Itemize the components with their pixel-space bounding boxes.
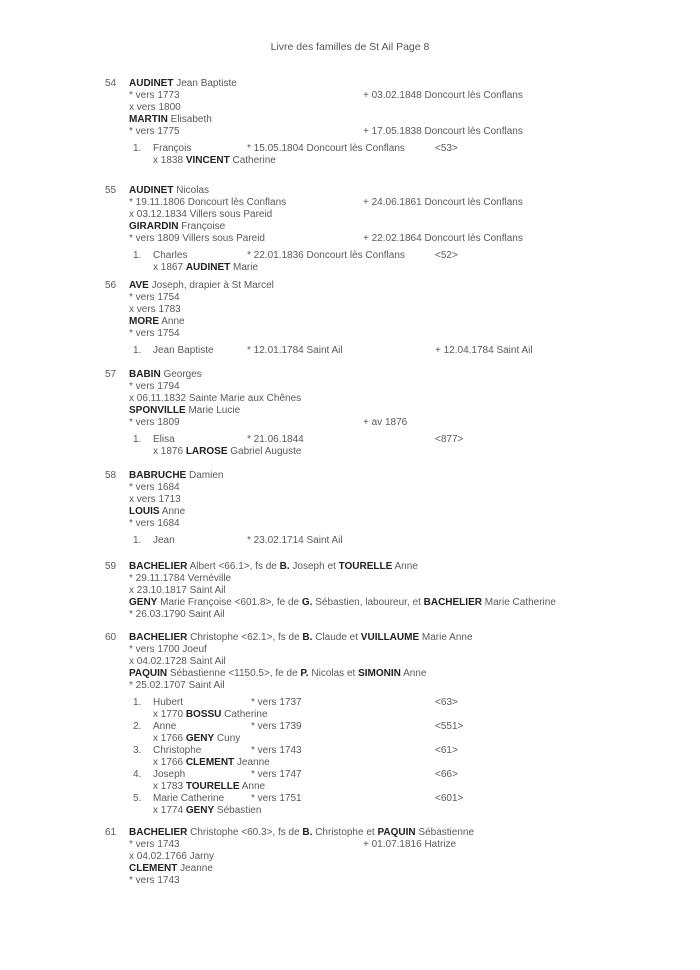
husband-name xyxy=(129,369,202,381)
child-number: 1. xyxy=(133,345,142,356)
surname: BACHELIER xyxy=(423,597,482,608)
spouse-surname: GENY xyxy=(185,805,215,816)
husband-given: Jean Baptiste xyxy=(173,78,237,89)
child-number: 4. xyxy=(133,769,142,780)
marriage: x 06.11.1832 Sainte Marie aux Chênes xyxy=(129,393,302,404)
child-birth: * 12.01.1784 Saint Ail xyxy=(247,345,343,356)
text: Marie Anne xyxy=(419,632,473,643)
surname: BACHELIER xyxy=(129,827,188,838)
husband-name xyxy=(129,280,274,292)
wife-birth: * vers 1809 Villers sous Pareid xyxy=(129,233,265,244)
wife-birth: * vers 1775 xyxy=(129,126,180,137)
child-name: Jean xyxy=(153,535,175,546)
text: Christophe et xyxy=(312,827,378,838)
child-ref: <551> xyxy=(435,721,464,732)
wife-birth: * 26.03.1790 Saint Ail xyxy=(129,609,225,620)
spouse-given: Jeanne xyxy=(234,757,270,768)
wife-birth: * vers 1743 xyxy=(129,875,180,886)
husband-surname: BABIN xyxy=(129,369,161,380)
husband-surname: AUDINET xyxy=(129,185,174,196)
husband-line xyxy=(129,561,418,573)
page-title: Livre des familles de St Ail Page 8 xyxy=(270,41,430,53)
child-spouse xyxy=(153,757,270,769)
surname: TOURELLE xyxy=(338,561,393,572)
entry-number: 57 xyxy=(105,369,117,380)
surname: SIMONIN xyxy=(358,668,401,679)
husband-birth: * 19.11.1806 Doncourt lès Conflans xyxy=(129,197,287,208)
entry-number: 61 xyxy=(105,827,117,838)
text: Marie Françoise <601.8>, fe de xyxy=(157,597,302,608)
child-birth: * vers 1737 xyxy=(251,697,302,708)
wife-birth: * vers 1809 xyxy=(129,417,180,428)
child-birth: * 23.02.1714 Saint Ail xyxy=(247,535,343,546)
husband-surname: AUDINET xyxy=(129,78,174,89)
text: Nicolas et xyxy=(308,668,359,679)
wife-surname: LOUIS xyxy=(129,506,160,517)
wife-name xyxy=(129,221,225,233)
child-marriage-year: x 1876 xyxy=(153,446,186,457)
child-number: 1. xyxy=(133,535,142,546)
entry-number: 59 xyxy=(105,561,117,572)
spouse-surname: TOURELLE xyxy=(185,781,240,792)
wife-death: + 22.02.1864 Doncourt lès Conflans xyxy=(363,233,523,244)
spouse-surname: BOSSU xyxy=(185,709,222,720)
wife-name xyxy=(129,405,240,417)
child-ref: <52> xyxy=(435,250,458,261)
wife-given: Marie Lucie xyxy=(185,405,241,416)
spouse-given: Cuny xyxy=(214,733,241,744)
child-spouse xyxy=(153,155,276,167)
spouse-surname: CLEMENT xyxy=(185,757,235,768)
spouse-surname: GENY xyxy=(185,733,215,744)
child-birth: * 21.06.1844 xyxy=(247,434,304,445)
marriage: x 04.02.1728 Saint Ail xyxy=(129,656,226,667)
husband-given: Damien xyxy=(186,470,224,481)
husband-birth: * vers 1700 Joeuf xyxy=(129,644,207,655)
husband-birth: * vers 1794 xyxy=(129,381,180,392)
child-number: 1. xyxy=(133,250,142,261)
husband-name xyxy=(129,185,209,197)
text: Sébastienne xyxy=(415,827,475,838)
surname: B. xyxy=(279,561,290,572)
text: Anne xyxy=(392,561,418,572)
surname: PAQUIN xyxy=(377,827,416,838)
child-number: 1. xyxy=(133,434,142,445)
surname: VUILLAUME xyxy=(360,632,420,643)
entry-number: 55 xyxy=(105,185,117,196)
child-number: 1. xyxy=(133,143,142,154)
text: Albert <66.1>, fs de xyxy=(187,561,280,572)
child-marriage-year: x 1867 xyxy=(153,262,186,273)
husband-given: Georges xyxy=(160,369,202,380)
child-birth: * 15.05.1804 Doncourt lès Conflans xyxy=(247,143,405,154)
child-name: Marie Catherine xyxy=(153,793,225,804)
husband-given: Nicolas xyxy=(173,185,210,196)
child-number: 5. xyxy=(133,793,142,804)
child-spouse xyxy=(153,262,258,274)
marriage: x 03.12.1834 Villers sous Pareid xyxy=(129,209,273,220)
child-death: + 12.04.1784 Saint Ail xyxy=(435,345,533,356)
child-birth: * 22.01.1836 Doncourt lès Conflans xyxy=(247,250,405,261)
child-name: Hubert xyxy=(153,697,184,708)
child-name: Elisa xyxy=(153,434,175,445)
wife-surname: SPONVILLE xyxy=(129,405,186,416)
husband-death: + 01.07.1816 Hatrize xyxy=(363,839,457,850)
text: Sébastien, laboureur, et xyxy=(312,597,424,608)
child-spouse xyxy=(153,733,240,745)
spouse-surname: AUDINET xyxy=(185,262,231,273)
spouse-given: Catherine xyxy=(221,709,268,720)
child-name: François xyxy=(153,143,192,154)
husband-given: Joseph, drapier à St Marcel xyxy=(148,280,274,291)
marriage: x 04.02.1766 Jarny xyxy=(129,851,215,862)
husband-birth: * vers 1754 xyxy=(129,292,180,303)
husband-birth: * 29.11.1784 Vernéville xyxy=(129,573,232,584)
entry-number: 54 xyxy=(105,78,117,89)
wife-line xyxy=(129,863,213,875)
wife-line xyxy=(129,668,426,680)
child-ref: <66> xyxy=(435,769,458,780)
child-birth: * vers 1739 xyxy=(251,721,302,732)
text: Marie Catherine xyxy=(481,597,556,608)
surname: GENY xyxy=(129,597,158,608)
wife-surname: MORE xyxy=(129,316,159,327)
husband-death: + 24.06.1861 Doncourt lès Conflans xyxy=(363,197,523,208)
text: Anne xyxy=(400,668,427,679)
child-name: Anne xyxy=(153,721,177,732)
child-spouse xyxy=(153,781,265,793)
marriage: x vers 1713 xyxy=(129,494,181,505)
text: Sébastienne <1150.5>, fe de xyxy=(167,668,301,679)
husband-line xyxy=(129,632,473,644)
child-number: 1. xyxy=(133,697,142,708)
child-ref: <53> xyxy=(435,143,458,154)
entry-number: 60 xyxy=(105,632,117,643)
child-spouse xyxy=(153,709,268,721)
husband-death: + 03.02.1848 Doncourt lès Conflans xyxy=(363,90,523,101)
child-marriage-year: x 1766 xyxy=(153,757,186,768)
marriage: x vers 1783 xyxy=(129,304,181,315)
spouse-given: Anne xyxy=(239,781,266,792)
child-birth: * vers 1747 xyxy=(251,769,302,780)
child-marriage-year: x 1783 xyxy=(153,781,186,792)
husband-birth: * vers 1743 xyxy=(129,839,180,850)
surname: B. xyxy=(302,632,313,643)
wife-surname: CLEMENT xyxy=(129,863,178,874)
wife-death: + av 1876 xyxy=(363,417,408,428)
child-birth: * vers 1743 xyxy=(251,745,302,756)
child-ref: <61> xyxy=(435,745,458,756)
text: Christophe <62.1>, fs de xyxy=(187,632,303,643)
spouse-surname: LAROSE xyxy=(185,446,228,457)
child-marriage-year: x 1838 xyxy=(153,155,186,166)
text: Joseph et xyxy=(289,561,339,572)
child-marriage-year: x 1774 xyxy=(153,805,186,816)
child-name: Joseph xyxy=(153,769,186,780)
husband-birth: * vers 1684 xyxy=(129,482,180,493)
wife-birth: * 25.02.1707 Saint Ail xyxy=(129,680,225,691)
wife-given: Anne xyxy=(159,506,186,517)
husband-surname: BABRUCHE xyxy=(129,470,187,481)
wife-death: + 17.05.1838 Doncourt lès Conflans xyxy=(363,126,523,137)
wife-given: Jeanne xyxy=(177,863,213,874)
spouse-surname: VINCENT xyxy=(185,155,230,166)
marriage: x 23.10.1817 Saint Ail xyxy=(129,585,226,596)
child-ref: <877> xyxy=(435,434,464,445)
spouse-given: Marie xyxy=(230,262,259,273)
child-number: 2. xyxy=(133,721,142,732)
entry-number: 56 xyxy=(105,280,117,291)
child-spouse xyxy=(153,446,301,458)
child-marriage-year: x 1770 xyxy=(153,709,186,720)
surname: PAQUIN xyxy=(129,668,168,679)
wife-birth: * vers 1684 xyxy=(129,518,180,529)
wife-line xyxy=(129,597,556,609)
wife-surname: GIRARDIN xyxy=(129,221,179,232)
wife-name xyxy=(129,506,185,518)
wife-given: Françoise xyxy=(178,221,226,232)
text: Claude et xyxy=(312,632,361,643)
surname: B. xyxy=(302,827,313,838)
surname: BACHELIER xyxy=(129,561,188,572)
surname: G. xyxy=(301,597,313,608)
spouse-given: Sébastien xyxy=(214,805,262,816)
husband-surname: AVE xyxy=(129,280,149,291)
surname: BACHELIER xyxy=(129,632,188,643)
spouse-given: Catherine xyxy=(229,155,276,166)
husband-name xyxy=(129,78,237,90)
spouse-given: Gabriel Auguste xyxy=(227,446,302,457)
wife-name xyxy=(129,316,185,328)
child-name: Jean Baptiste xyxy=(153,345,214,356)
text: Christophe <60.3>, fs de xyxy=(187,827,303,838)
wife-name xyxy=(129,114,212,126)
child-spouse xyxy=(153,805,261,817)
wife-given: Elisabeth xyxy=(167,114,212,125)
child-ref: <601> xyxy=(435,793,464,804)
child-ref: <63> xyxy=(435,697,458,708)
marriage: x vers 1800 xyxy=(129,102,181,113)
surname: P. xyxy=(300,668,309,679)
wife-birth: * vers 1754 xyxy=(129,328,180,339)
child-birth: * vers 1751 xyxy=(251,793,302,804)
entry-number: 58 xyxy=(105,470,117,481)
child-name: Christophe xyxy=(153,745,202,756)
child-name: Charles xyxy=(153,250,188,261)
child-marriage-year: x 1766 xyxy=(153,733,186,744)
wife-surname: MARTIN xyxy=(129,114,168,125)
wife-given: Anne xyxy=(159,316,185,327)
husband-line xyxy=(129,827,474,839)
husband-birth: * vers 1773 xyxy=(129,90,180,101)
child-number: 3. xyxy=(133,745,142,756)
husband-name xyxy=(129,470,223,482)
